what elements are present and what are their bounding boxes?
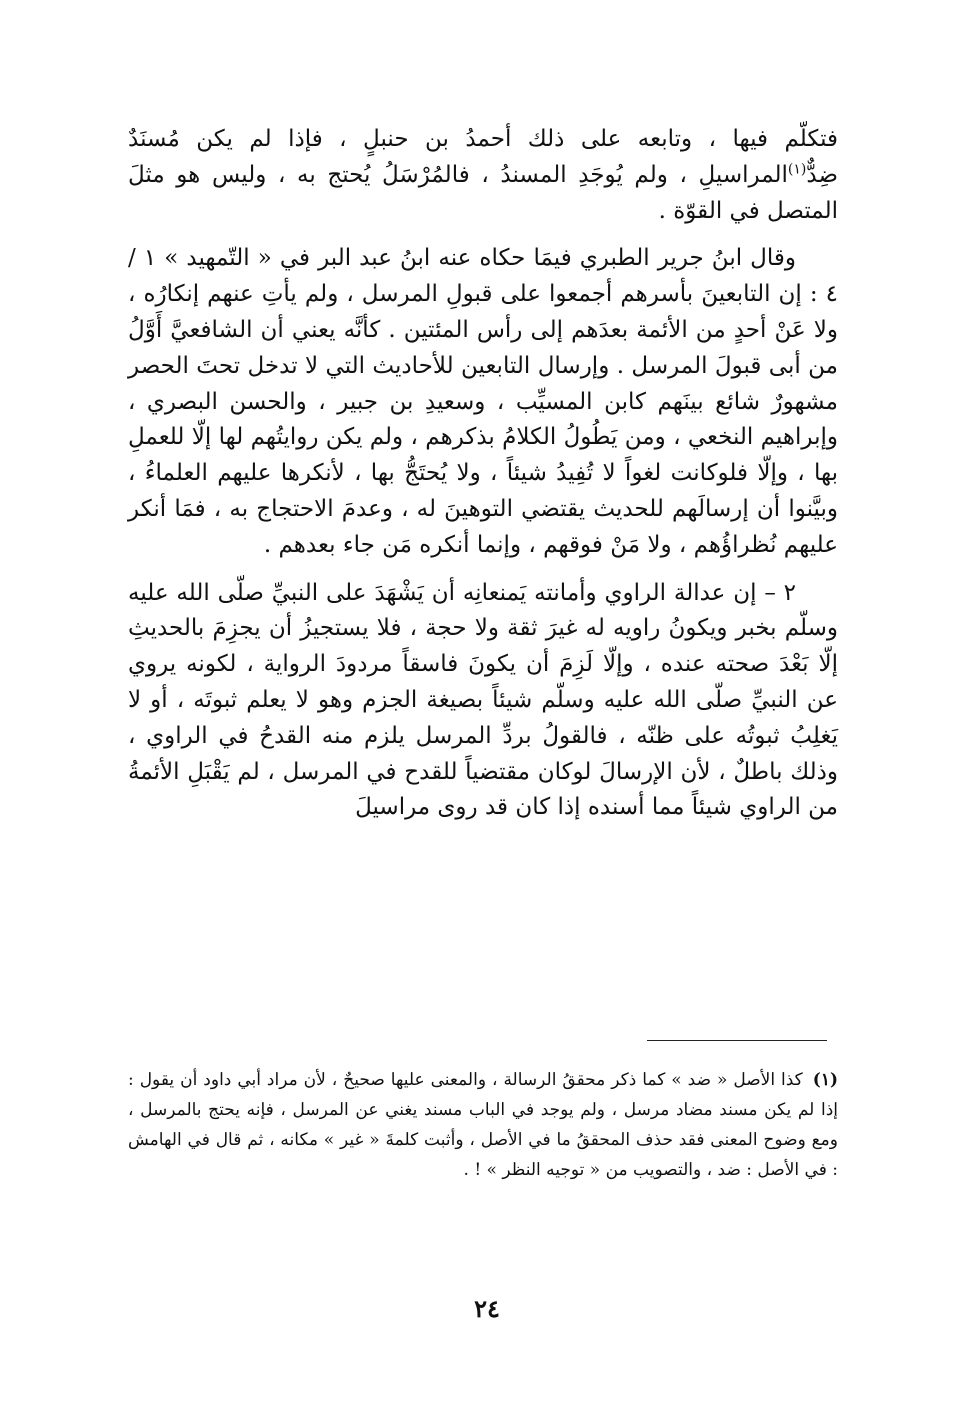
main-text: [128, 122, 838, 826]
paragraph-3: ٢ – إن عدالة الراوي وأمانته يَمنعانِه أن يَشْهَدَ على النبيِّ صلّى الله عليه وسلّم بخبر ويكونُ راويه له غيرَ ثقة ولا حجة ، فلا يستجيزُ أن يجزِمَ بالحديثِ إلّا بَعْدَ صحته عنده ، وإلّا لَزِمَ أن يكونَ فاسقاً مردودَ الرواية ، لكونه يروي عن النبيِّ صلّى الله عليه وسلّم شيئاً بصيغة الجزم وهو لا يعلم ثبوتَه ، أو لا يَغلِبُ ثبوتُه على ظنّه ، فالقولُ بردِّ المرسل يلزم منه القدحُ في الراوي ، وذلك باطلٌ ، لأن الإرسالَ لوكان مقتضياً للقدح في المرسل ، لم يَقْبَلِ الأئمةُ من الراوي شيئاً مما أسنده إذا كان قد روى مراسيلَ: [128, 579, 838, 821]
footnotes: [128, 1065, 838, 1185]
footnote-text: كذا الأصل « ضد » كما ذكر محققُ الرسالة ، والمعنى عليها صحيحٌ ، لأن مراد أبي داود أن يقول : إذا لم يكن مسند مضاد مرسل ، ولم يوجد في الباب مسند يغني عن المرسل ، فإنه يحتج بالمرسل ، ومع وضوح المعنى فقد حذف المحققُ ما في الأصل ، وأثبت كلمةَ « غير » مكانه ، ثم قال في الهامش : في الأصل : ضد ، والتصويب من « توجيه النظر » ! .: [128, 1070, 838, 1180]
paragraph-1-end: المراسيلِ ، ولم يُوجَدِ المسندُ ، فالمُرْسَلُ يُحتج به ، وليس هو مثلَ المتصل في القوّة .: [128, 161, 838, 224]
paragraph-2: وقال ابنُ جرير الطبري فيمَا حكاه عنه ابنُ عبد البر في « التّمهيد » ١ / ٤ : إن التابعينَ بأسرهم أجمعوا على قبولِ المرسل ، ولم يأتِ عنهم إنكارُه ، ولا عَنْ أحدٍ من الأئمة بعدَهم إلى رأس المئتين . كأنَّه يعني أن الشافعيَّ أَوَّلُ من أبى قبولَ المرسل . وإرسال التابعين للأحاديث التي لا تدخل تحتَ الحصر مشهورٌ شائع بينَهم كابن المسيِّب ، وسعيدِ بن جبير ، والحسن البصري ، وإبراهيم النخعي ، ومن يَطُولُ الكلامُ بذكرهم ، ولم يكن روايتُهم لها إلّا للعملِ بها ، وإلّا فلوكانت لغواً لا تُفِيدُ شيئاً ، ولا يُحتَجُّ بها ، لأنكرها عليهم العلماءُ ، وبيَّنوا أن إرسالَهم للحديث يقتضي التوهينَ له ، وعدمَ الاحتجاج به ، فمَا أنكر عليهم نُظراؤُهم ، ولا مَنْ فوقهم ، وإنما أنكره مَن جاء بعدهم .: [128, 245, 838, 558]
paragraph-1-start: فتكلّم فيها ، وتابعه على ذلك أحمدُ بن حنبلٍ ، فإذا لم يكن مُسنَدٌ ضِدٌّ: [128, 126, 838, 188]
footnote-reference[interactable]: (١): [787, 161, 807, 178]
footnote-number: (١): [812, 1070, 838, 1090]
page-number: ٢٤: [474, 1294, 500, 1323]
footnote-1: [128, 1065, 838, 1185]
footnote-separator: [647, 1040, 827, 1041]
paragraph-1: [128, 122, 838, 229]
